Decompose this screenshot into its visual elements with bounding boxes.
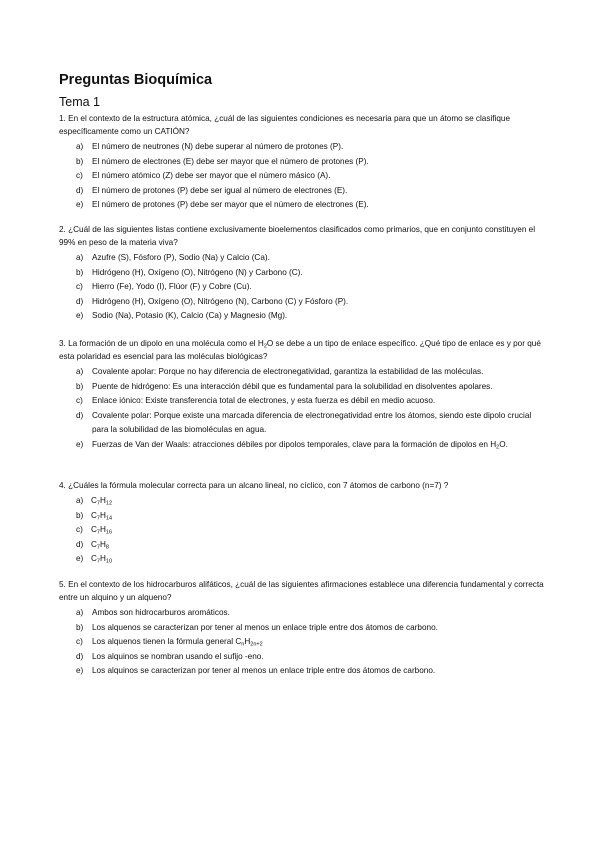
option-letter: c) (76, 282, 83, 292)
formula-hydrogen: H (99, 525, 106, 535)
option-a (59, 606, 545, 621)
option-d (59, 538, 545, 553)
formula-hydrogen: H (99, 539, 106, 549)
subscript: 8 (105, 544, 109, 551)
subscript: 10 (105, 558, 113, 565)
option-letter: b) (76, 622, 84, 632)
question-text: 4. ¿Cuáles la fórmula molecular correcta para un alcano lineal, no cíclico, con 7 átomos de carbono (n=7) ? (59, 481, 449, 490)
formula-hydrogen: H (244, 637, 251, 647)
subscript: n (241, 641, 245, 648)
option-letter: a) (76, 253, 84, 262)
option-letter: a) (76, 608, 84, 617)
option-text (92, 635, 545, 650)
option-text: Los alquenos se caracterizan por tener al menos un enlace triple entre dos átomos de carbono. (92, 622, 438, 632)
formula-carbon: C (91, 496, 97, 505)
option-letter: c) (76, 525, 83, 535)
options-list (59, 494, 545, 567)
option-b (59, 266, 545, 281)
option-letter: b) (76, 267, 84, 277)
option-letter: a) (76, 142, 84, 151)
option-d (59, 295, 545, 310)
option-text: Azufre (S), Fósforo (P), Sodio (Na) y Calcio (Ca). (92, 253, 270, 262)
option-letter: a) (76, 496, 84, 505)
option-letter: b) (76, 156, 84, 166)
option-text: Covalente apolar: Porque no hay diferencia de electronegatividad, garantiza la estabilidad de las moléculas. (92, 367, 484, 376)
options-list (59, 606, 545, 679)
option-letter: d) (76, 185, 84, 195)
question-2 (59, 223, 545, 324)
option-d (59, 650, 545, 665)
option-letter: b) (76, 510, 84, 520)
option-letter: c) (76, 396, 83, 406)
subscript: 12 (105, 500, 113, 507)
formula-carbon: C (91, 525, 97, 535)
option-c (59, 280, 545, 295)
option-e (59, 552, 545, 567)
formula (91, 509, 545, 524)
option-e (59, 438, 545, 453)
option-text: El número de protones (P) debe ser mayor que el número de electrones (E). (92, 200, 369, 210)
option-text: Ambos son hidrocarburos aromáticos. (92, 608, 230, 617)
question-1 (59, 112, 545, 213)
option-text: Hierro (Fe), Yodo (I), Flúor (F) y Cobre (Cu). (92, 282, 252, 292)
option-b (59, 621, 545, 636)
option-c (59, 635, 545, 650)
option-a (59, 140, 545, 155)
formula-carbon: C (91, 554, 97, 564)
option-e (59, 198, 545, 213)
option-text: Los alquinos se nombran usando el sufijo -eno. (92, 651, 264, 661)
option-c (59, 394, 545, 409)
question-text: 2. ¿Cuál de las siguientes listas contiene exclusivamente bioelementos clasificados como primarios, que en conjunto constituyen el 99% en peso de la materia viva? (59, 225, 536, 247)
subscript: 2n+2 (250, 641, 263, 648)
option-letter: e) (76, 311, 84, 321)
question-4 (59, 479, 545, 567)
subscript: 14 (105, 515, 113, 522)
option-text: Los alquinos se caracterizan por tener al menos un enlace triple entre dos átomos de carbono. (92, 666, 436, 676)
option-letter: d) (76, 296, 84, 306)
option-text-start: Los alquenos tienen la fórmula general C (92, 637, 242, 647)
question-5 (59, 578, 545, 679)
option-b (59, 380, 545, 395)
subscript: 7 (96, 558, 100, 565)
option-text: Hidrógeno (H), Oxígeno (O), Nitrógeno (N), Carbono (C) y Fósforo (P). (92, 296, 349, 306)
subscript: 7 (96, 515, 100, 522)
option-text: El número de electrones (E) debe ser mayor que el número de protones (P). (92, 156, 369, 166)
question-text (59, 337, 545, 363)
formula-hydrogen: H (99, 496, 106, 505)
option-letter: d) (76, 410, 84, 420)
option-a (59, 494, 545, 509)
option-letter: c) (76, 637, 83, 647)
option-e (59, 664, 545, 679)
document-title: Preguntas Bioquímica (59, 72, 213, 88)
subscript: 2 (496, 444, 500, 451)
option-letter: e) (76, 666, 84, 676)
option-letter: e) (76, 439, 84, 449)
option-b (59, 155, 545, 170)
subscript: 7 (96, 529, 100, 536)
option-text: El número atómico (Z) debe ser mayor que el número másico (A). (92, 171, 331, 181)
option-c (59, 523, 545, 538)
formula (91, 538, 545, 553)
question-text: 1. En el contexto de la estructura atómica, ¿cuál de las siguientes condiciones es necesaria para que un átomo se clasifique específicamente como un CATIÓN? (59, 114, 511, 136)
option-text: El número de protones (P) debe ser igual al número de electrones (E). (92, 185, 348, 195)
formula-hydrogen: H (99, 554, 106, 564)
option-d (59, 409, 545, 438)
option-letter: c) (76, 171, 83, 181)
option-a (59, 251, 545, 266)
formula (91, 494, 545, 509)
subscript: 16 (105, 529, 113, 536)
option-b (59, 509, 545, 524)
formula (91, 523, 545, 538)
option-text-start: Fuerzas de Van der Waals: atracciones débiles por dipolos temporales, clave para la formación de dipolos en H (92, 439, 497, 449)
formula-carbon: C (91, 539, 97, 549)
option-text: Sodio (Na), Potasio (K), Calcio (Ca) y Magnesio (Mg). (92, 311, 288, 321)
options-list (59, 251, 545, 324)
formula (91, 552, 545, 567)
option-letter: a) (76, 367, 84, 376)
subscript: 2 (263, 343, 267, 350)
option-letter: b) (76, 381, 84, 391)
option-e (59, 309, 545, 324)
options-list (59, 140, 545, 213)
option-letter: e) (76, 200, 84, 210)
option-d (59, 184, 545, 199)
question-text-start: 3. La formación de un dipolo en una molécula como el H (59, 339, 264, 348)
option-text: Puente de hidrógeno: Es una interacción débil que es fundamental para la solubilidad en disolventes apolares. (92, 381, 493, 391)
option-letter: e) (76, 554, 84, 564)
question-text: 5. En el contexto de los hidrocarburos alifáticos, ¿cuál de las siguientes afirmaciones establece una diferencia fundamental y correcta entre un alquino y un alqueno? (59, 580, 544, 602)
option-text: Enlace iónico: Existe transferencia total de electrones, y esta fuerza es débil en medio acuoso. (92, 396, 436, 406)
option-a (59, 365, 545, 380)
question-3 (59, 337, 545, 453)
option-letter: d) (76, 539, 84, 549)
formula-carbon: C (91, 510, 97, 520)
section-title: Tema 1 (59, 95, 100, 109)
formula-hydrogen: H (99, 510, 106, 520)
subscript: 7 (96, 544, 100, 551)
option-text-end: O. (499, 439, 508, 449)
question-text-end: O se debe a un tipo de enlace específico. ¿Qué tipo de enlace es y por qué esta polaridad es esencial para las moléculas biológicas? (59, 339, 541, 361)
subscript: 7 (96, 500, 100, 507)
option-text: El número de neutrones (N) debe superar al número de protones (P). (92, 142, 344, 151)
options-list (59, 365, 545, 453)
option-text (92, 438, 545, 453)
option-c (59, 169, 545, 184)
option-text: Hidrógeno (H), Oxígeno (O), Nitrógeno (N) y Carbono (C). (92, 267, 303, 277)
option-text: Covalente polar: Porque existe una marcada diferencia de electronegatividad entre los átomos, siendo este dipolo crucial para la solubilidad de las biomoléculas en agua. (92, 410, 532, 435)
option-letter: d) (76, 651, 84, 661)
